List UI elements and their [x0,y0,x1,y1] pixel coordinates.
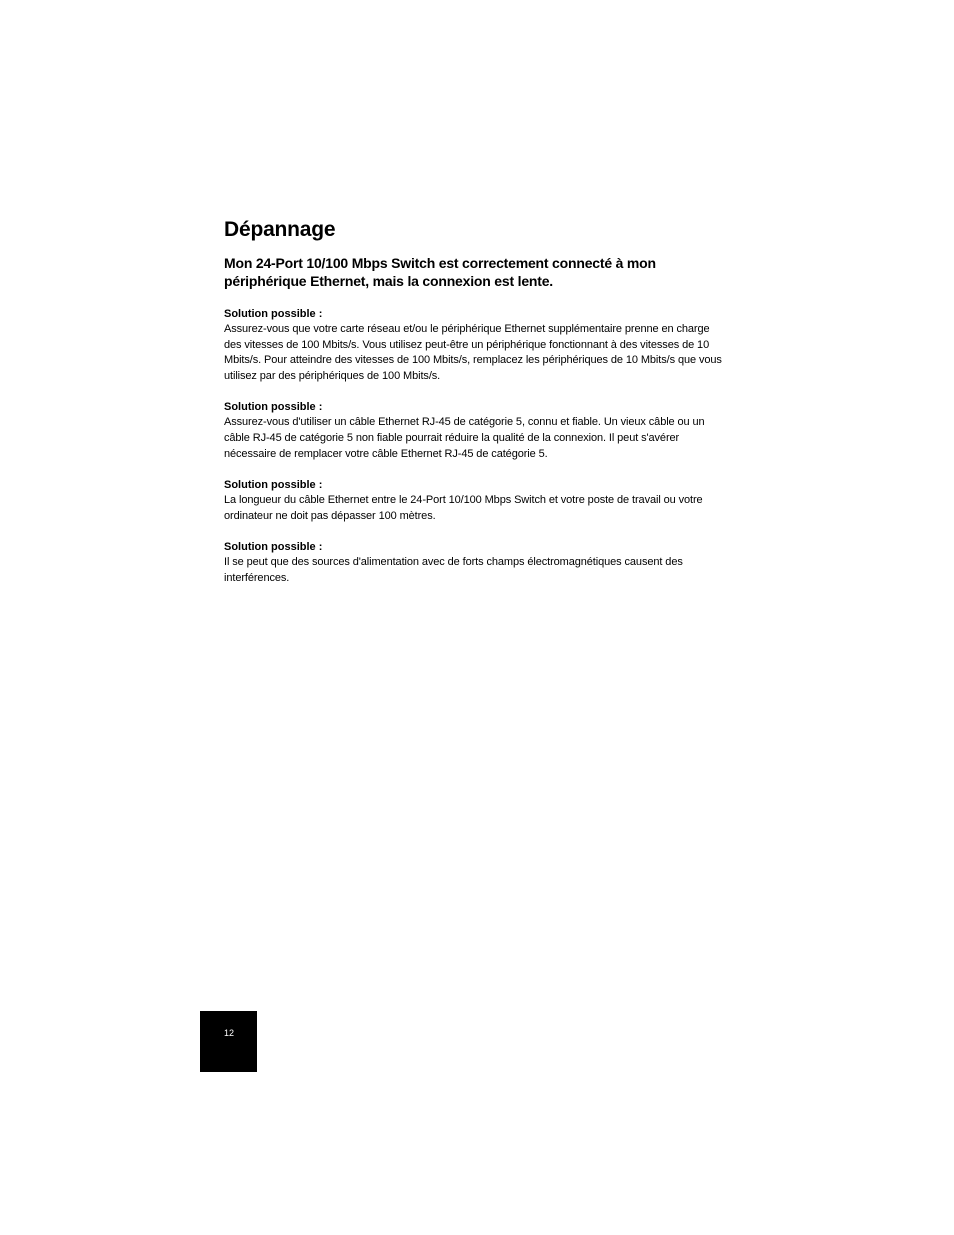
solution-text: Assurez-vous que votre carte réseau et/ou le périphérique Ethernet supplémentaire prenne en charge des vitesses de 100 Mbits/s. Vous utilisez peut-être un périphérique fonctionnant à des vitesses de 10 Mbits/s. Pour atteindre des vitesses de 100 Mbits/s, remplacez les périphériques de 10 Mbits/s que vous utilisez par des périphériques de 100 Mbits/s. [224,323,722,382]
solution-text: Il se peut que des sources d'alimentation avec de forts champs électromagnétiques causent des interférences. [224,556,683,584]
solution-block-4 [224,539,729,586]
solution-block-3 [224,477,729,524]
solution-label: Solution possible : [224,401,323,414]
solution-label: Solution possible : [224,479,323,492]
solution-text: La longueur du câble Ethernet entre le 24-Port 10/100 Mbps Switch et votre poste de travail ou votre ordinateur ne doit pas dépasser 100 mètres. [224,494,703,522]
solution-block-2 [224,399,729,462]
solution-label: Solution possible : [224,308,323,320]
solution-block-1 [224,306,729,384]
page-title: Dépannage [224,218,336,241]
page-content [224,216,729,587]
solution-text: Assurez-vous d'utiliser un câble Ethernet RJ-45 de catégorie 5, connu et fiable. Un vieux câble ou un câble RJ-45 de catégorie 5 non fiable pourrait réduire la qualité de la connexion. Il peut s'avérer nécessaire de remplacer votre câble Ethernet RJ-45 de catégorie 5. [224,416,705,460]
problem-heading: Mon 24-Port 10/100 Mbps Switch est correctement connecté à mon périphérique Ethernet, mais la connexion est lente. [224,255,656,289]
page-number-tab [200,1011,257,1072]
page-number: 12 [224,1028,235,1038]
solution-label: Solution possible : [224,541,323,554]
